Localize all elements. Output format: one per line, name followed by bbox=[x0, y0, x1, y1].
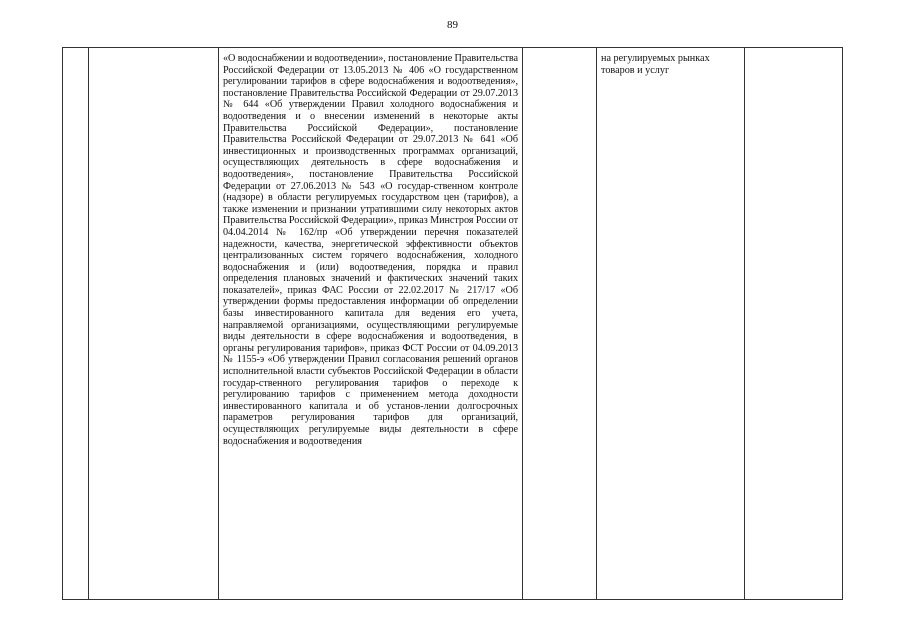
table-row bbox=[63, 48, 843, 600]
authority-text: на регулируемых рынках товаров и услуг bbox=[601, 53, 710, 76]
legal-acts-text: «О водоснабжении и водоотведении», постановление Правительства Российской Федерации от 13.05.2013 № 406 «О государственном регулировании тарифов в сфере водоснабжения и водоотведения», постановление Правительства Российской Федерации от 29.07.2013 № 644 «Об утверждении Правил холодного водоснабжения и водоотведения и о внесении изменений в некоторые акты Правительства Российской Федерации», постановление Правительства Российской Федерации от 29.07.2013 № 641 «Об инвестиционных и производственных программах организаций, осуществляющих деятельность в сфере водоснабжения и водоотведения», постановление Правительства Российской Федерации от 27.06.2013 № 543 «О государ-ственном контроле (надзоре) в области регулируемых государством цен (тарифов), а также изменении и признании утратившими силу некоторых актов Правительства Российской Федерации», приказ Минстроя России от 04.04.2014 № 162/пр «Об утверждении перечня показателей надежности, качества, энергетической эффективности объектов централизованных систем горячего водоснабжения, холодного водоснабжения и (или) водоотведения, порядка и правил определения плановых значений и фактических значений таких показателей», приказ ФАС России от 22.02.2017 № 217/17 «Об утверждении формы предоставления информации об определении базы инвестированного капитала для ведения его учета, направляемой организациями, осуществляющими регулируемые виды деятельности в сфере водоснабжения и водоотведения, в органы регулирования тарифов», приказ ФСТ России от 04.09.2013 № 1155-э «Об утверждении Правил согласования решений органов исполнительной власти субъектов Российской Федерации в области государ-ственного регулирования тарифов о переходе к регулированию тарифов с применением метода доходности инвестированного капитала и об установ-лении долгосрочных параметров регулирования тарифов для организаций, осуществляющих регулируемые виды деятельности в сфере водоснабжения и водоотведения bbox=[223, 53, 518, 447]
table-cell-number bbox=[63, 48, 89, 600]
table-cell-empty bbox=[523, 48, 597, 600]
regulation-table bbox=[62, 47, 843, 600]
table-cell-legal-acts bbox=[219, 48, 523, 600]
table-cell-authority bbox=[597, 48, 745, 600]
table-cell-last bbox=[745, 48, 843, 600]
page-number: 89 bbox=[447, 19, 458, 31]
table-cell-name bbox=[89, 48, 219, 600]
